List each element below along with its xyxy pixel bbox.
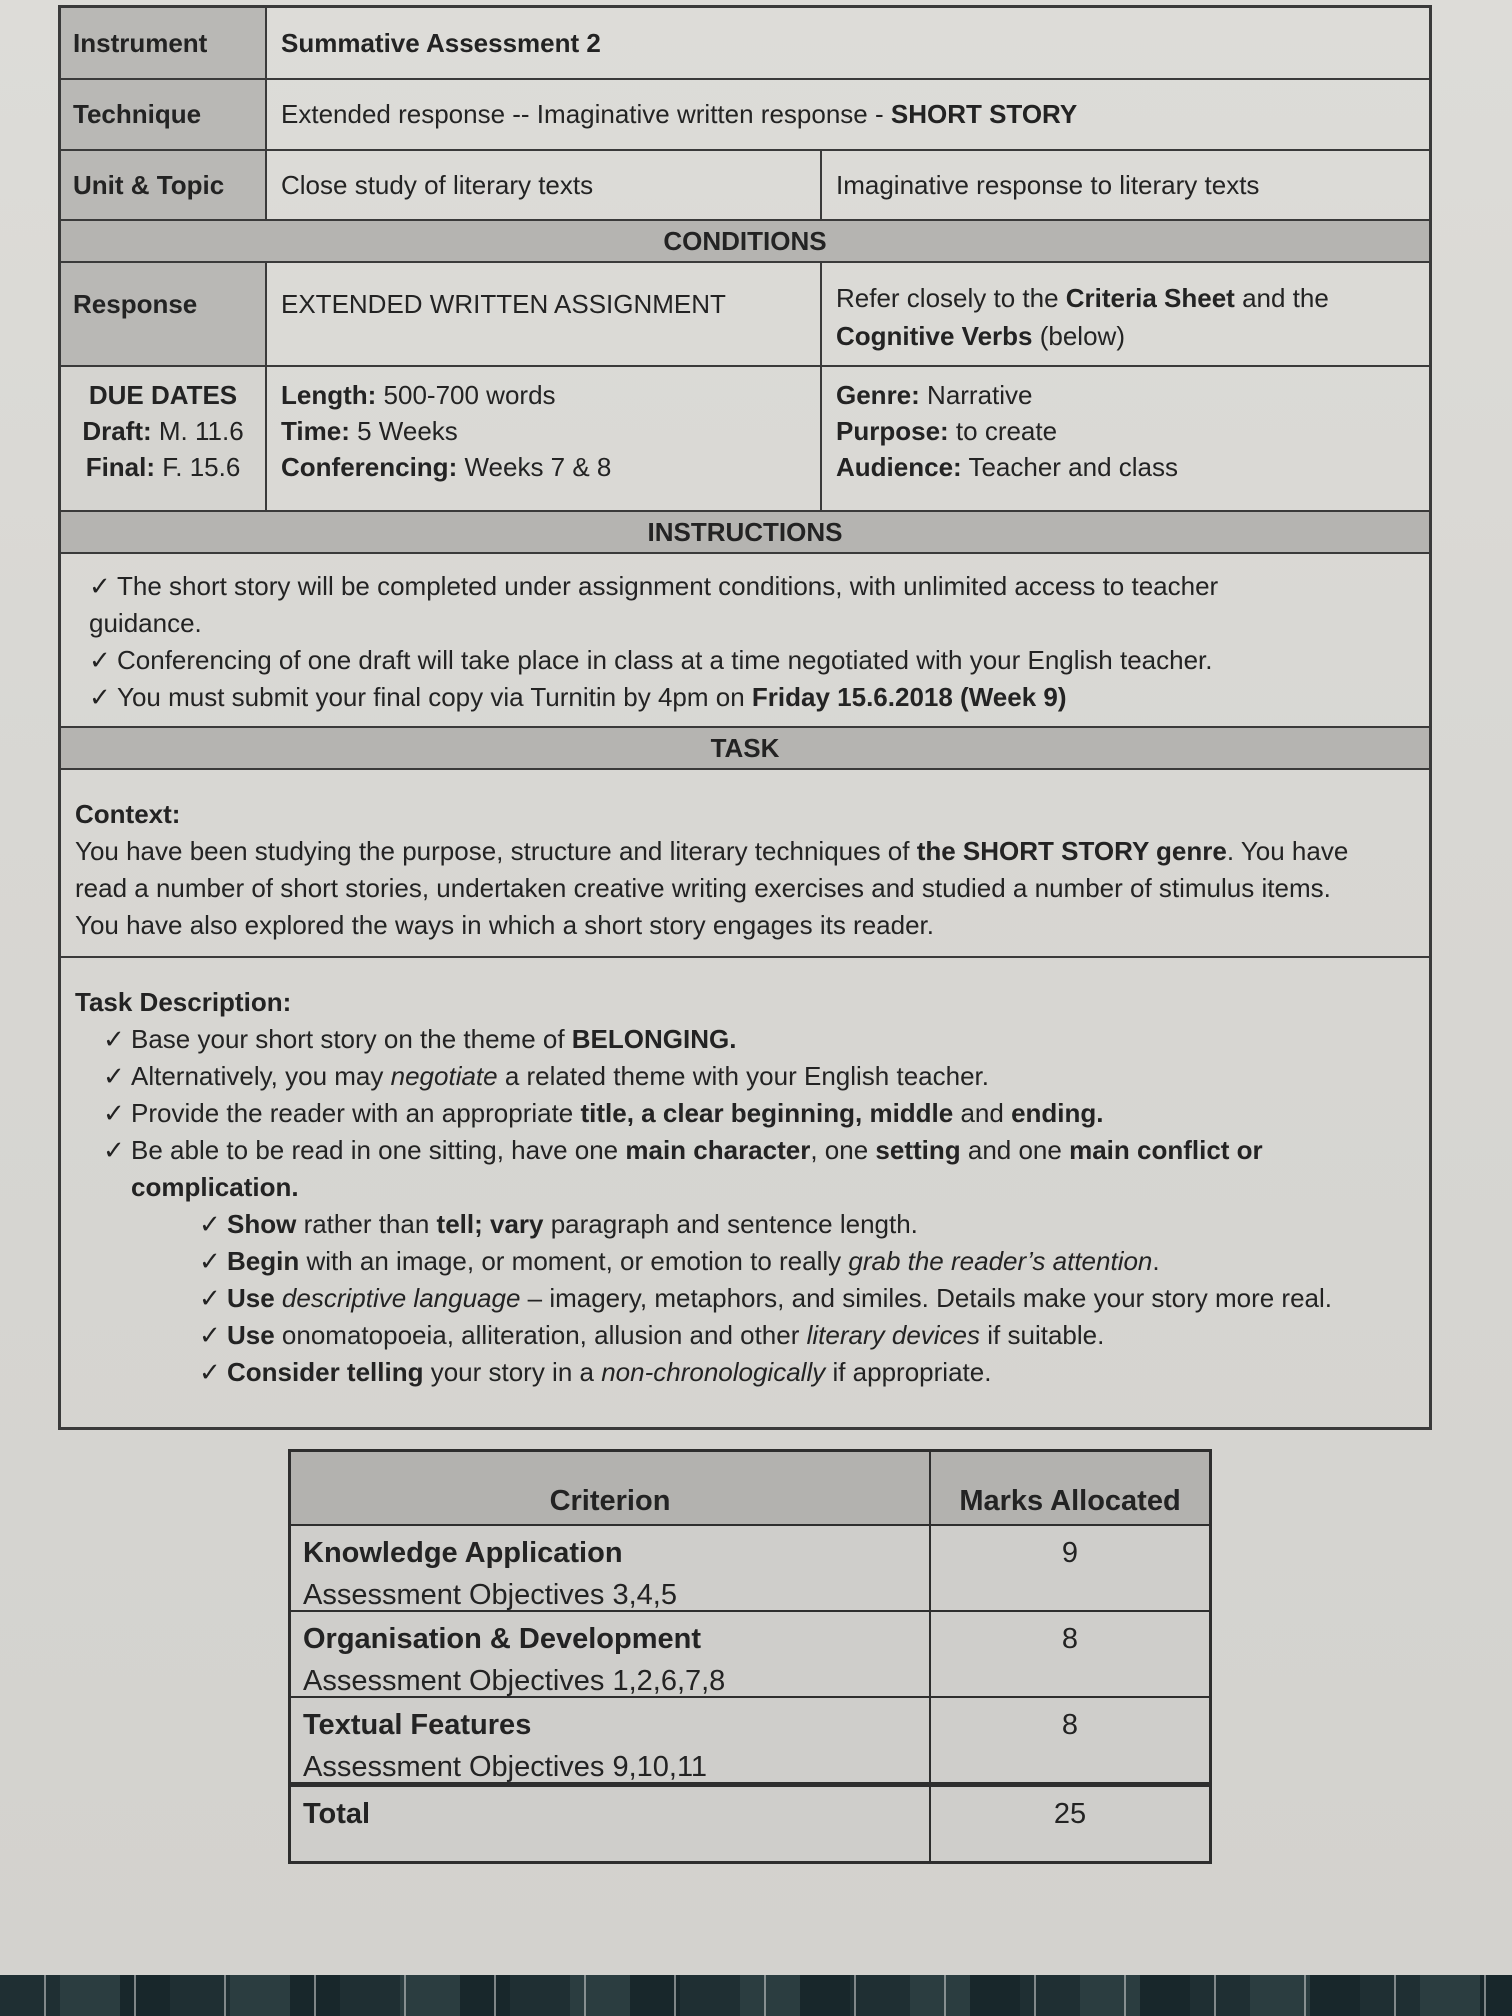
genre-value: Narrative — [919, 380, 1033, 410]
task-heading: TASK — [61, 728, 1429, 770]
final-label: Final: — [85, 452, 156, 482]
context-heading: Context: — [75, 799, 181, 829]
task-subitem — [75, 1243, 1415, 1280]
instruction-text: The short story will be completed under assignment conditions, with unlimited access to teacher — [117, 571, 1219, 601]
criteria-sheet: Criteria Sheet — [1065, 283, 1235, 313]
marks-table-row — [291, 1526, 1209, 1612]
marks-column-header: Marks Allocated — [959, 1485, 1181, 1517]
refer-note — [822, 263, 1429, 365]
criterion-marks: 8 — [1061, 1709, 1079, 1741]
instruction-item-continued: guidance. — [89, 608, 202, 638]
length — [281, 377, 556, 413]
criterion-marks: 8 — [1061, 1623, 1079, 1655]
task-italic: descriptive language — [274, 1283, 521, 1313]
submission-deadline: Friday 15.6.2018 (Week 9) — [751, 682, 1067, 712]
conferencing — [281, 449, 611, 485]
task-bold: ending. — [1011, 1098, 1104, 1128]
unit-value: Close study of literary texts — [267, 151, 822, 219]
task-bold: Consider telling — [227, 1357, 424, 1387]
criterion-cell — [291, 1526, 931, 1610]
instruction-text: Conferencing of one draft will take place in class at a time negotiated with your English teacher. — [117, 645, 1213, 675]
task-bold: Show — [227, 1209, 297, 1239]
marks-table-header — [291, 1452, 1209, 1526]
audience-label: Audience: — [836, 452, 962, 482]
check-icon: ✓ — [199, 1246, 221, 1276]
conditions-heading: CONDITIONS — [61, 221, 1429, 263]
audience — [836, 449, 1178, 485]
task-text: and one — [960, 1135, 1070, 1165]
response-row — [61, 263, 1429, 367]
task-subitem — [75, 1206, 1415, 1243]
criterion-name: Knowledge Application — [303, 1537, 623, 1569]
task-bold: main conflict or — [1069, 1135, 1263, 1165]
context-text: . You have — [1226, 836, 1349, 866]
task-text: Alternatively, you may — [131, 1061, 391, 1091]
task-bold: BELONGING. — [571, 1024, 737, 1054]
task-text: , one — [810, 1135, 876, 1165]
response-value: EXTENDED WRITTEN ASSIGNMENT — [267, 263, 822, 365]
instrument-row — [61, 8, 1429, 80]
task-text: paragraph and sentence length. — [543, 1209, 918, 1239]
purpose-label: Purpose: — [836, 416, 949, 446]
criterion-cell — [291, 1698, 931, 1782]
task-item — [75, 1021, 1415, 1058]
technique-label: Technique — [61, 80, 267, 149]
task-subitem — [75, 1317, 1415, 1354]
task-item — [75, 1058, 1415, 1095]
purpose — [836, 413, 1057, 449]
criterion-name: Organisation & Development — [303, 1623, 702, 1655]
due-dates-row — [61, 367, 1429, 512]
refer-prefix: Refer closely to the — [836, 283, 1066, 313]
marks-table-row — [291, 1612, 1209, 1698]
task-text: . — [1152, 1246, 1160, 1276]
check-icon: ✓ — [89, 682, 111, 712]
task-item — [75, 1095, 1415, 1132]
length-value: 500-700 words — [376, 380, 556, 410]
check-icon: ✓ — [103, 1061, 125, 1091]
criterion-marks: 9 — [1061, 1537, 1079, 1569]
draft-label: Draft: — [82, 416, 152, 446]
check-icon: ✓ — [103, 1098, 125, 1128]
task-text: – imagery, metaphors, and similes. Details make your story more real. — [520, 1283, 1333, 1313]
genre — [836, 377, 1033, 413]
check-icon: ✓ — [89, 645, 111, 675]
technique-genre: SHORT STORY — [890, 99, 1078, 129]
task-text: with an image, or moment, or emotion to really — [299, 1246, 849, 1276]
check-icon: ✓ — [199, 1283, 221, 1313]
criterion-objectives: Assessment Objectives 1,2,6,7,8 — [303, 1665, 726, 1697]
check-icon: ✓ — [199, 1320, 221, 1350]
task-text: Base your short story on the theme of — [131, 1024, 572, 1054]
time — [281, 413, 458, 449]
total-value: 25 — [1053, 1798, 1087, 1830]
task-italic: non-chronologically — [601, 1357, 826, 1387]
unit-topic-row — [61, 151, 1429, 221]
task-description-heading: Task Description: — [75, 987, 292, 1017]
task-text: a related theme with your English teacher. — [497, 1061, 989, 1091]
genre-purpose-cell — [822, 367, 1429, 510]
task-subitem — [75, 1280, 1415, 1317]
length-label: Length: — [281, 380, 377, 410]
context-text: You have been studying the purpose, structure and literary techniques of — [75, 836, 917, 866]
check-icon: ✓ — [89, 571, 111, 601]
refer-suffix: (below) — [1032, 321, 1125, 351]
instrument-label: Instrument — [61, 8, 267, 78]
task-text: if suitable. — [980, 1320, 1105, 1350]
instruction-item — [89, 642, 1401, 679]
marks-table — [288, 1449, 1212, 1864]
context-section — [61, 770, 1429, 958]
task-italic: literary devices — [806, 1320, 981, 1350]
total-label: Total — [291, 1787, 931, 1861]
draft-date — [82, 413, 243, 449]
technique-row — [61, 80, 1429, 151]
technique-text: Extended response -- Imaginative written response - — [281, 99, 891, 129]
task-text: your story in a — [423, 1357, 602, 1387]
conferencing-label: Conferencing: — [281, 452, 458, 482]
task-text: onomatopoeia, alliteration, allusion and other — [274, 1320, 807, 1350]
task-italic: negotiate — [390, 1061, 498, 1091]
conferencing-value: Weeks 7 & 8 — [457, 452, 612, 482]
task-text: and — [953, 1098, 1012, 1128]
draft-value: M. 11.6 — [151, 416, 244, 446]
context-line: You have also explored the ways in which a short story engages its reader. — [75, 910, 934, 940]
check-icon: ✓ — [103, 1135, 125, 1165]
time-value: 5 Weeks — [349, 416, 458, 446]
check-icon: ✓ — [199, 1209, 221, 1239]
assessment-table — [58, 5, 1432, 1430]
task-item — [75, 1132, 1415, 1169]
task-bold: main character — [625, 1135, 811, 1165]
audience-value: Teacher and class — [961, 452, 1179, 482]
task-bold: setting — [875, 1135, 961, 1165]
fabric-background — [0, 1975, 1512, 2016]
criterion-objectives: Assessment Objectives 9,10,11 — [303, 1751, 708, 1783]
task-description-section — [61, 958, 1429, 1427]
task-bold: title, a clear beginning, middle — [580, 1098, 954, 1128]
final-value: F. 15.6 — [155, 452, 241, 482]
task-text: rather than — [296, 1209, 437, 1239]
response-label: Response — [61, 263, 267, 365]
final-date — [86, 449, 241, 485]
due-dates-cell — [61, 367, 267, 510]
criterion-cell — [291, 1612, 931, 1696]
task-text: Provide the reader with an appropriate — [131, 1098, 581, 1128]
task-bold: Begin — [227, 1246, 300, 1276]
task-text: Be able to be read in one sitting, have one — [131, 1135, 626, 1165]
check-icon: ✓ — [199, 1357, 221, 1387]
genre-label: Genre: — [836, 380, 920, 410]
length-time-cell — [267, 367, 822, 510]
criterion-column-header: Criterion — [291, 1452, 931, 1524]
context-line: read a number of short stories, undertaken creative writing exercises and studied a number of stimulus items. — [75, 873, 1331, 903]
context-bold: the SHORT STORY genre — [916, 836, 1227, 866]
topic-value: Imaginative response to literary texts — [836, 169, 1260, 200]
task-item-continued: complication. — [131, 1172, 299, 1202]
instructions-heading: INSTRUCTIONS — [61, 512, 1429, 554]
task-bold: Use — [227, 1320, 275, 1350]
task-italic: grab the reader’s attention — [848, 1246, 1153, 1276]
criterion-objectives: Assessment Objectives 3,4,5 — [303, 1579, 677, 1611]
task-bold: Use — [227, 1283, 275, 1313]
time-label: Time: — [281, 416, 350, 446]
unit-label: Unit & Topic — [61, 151, 267, 219]
context-line — [75, 833, 1415, 870]
check-icon: ✓ — [103, 1024, 125, 1054]
instruction-item — [89, 679, 1401, 716]
cognitive-verbs: Cognitive Verbs — [836, 321, 1033, 351]
technique-value — [267, 80, 1429, 149]
instruction-text: You must submit your final copy via Turnitin by 4pm on — [117, 682, 752, 712]
instrument-value: Summative Assessment 2 — [281, 27, 601, 58]
criterion-name: Textual Features — [303, 1709, 532, 1741]
instructions-list — [61, 554, 1429, 728]
task-text: if appropriate. — [825, 1357, 992, 1387]
marks-table-row — [291, 1698, 1209, 1784]
instruction-item — [89, 568, 1401, 605]
refer-mid: and the — [1234, 283, 1329, 313]
purpose-value: to create — [948, 416, 1058, 446]
task-bold: tell; vary — [436, 1209, 544, 1239]
due-dates-title: DUE DATES — [88, 380, 238, 410]
task-subitem — [75, 1354, 1415, 1391]
marks-total-row — [291, 1784, 1209, 1861]
